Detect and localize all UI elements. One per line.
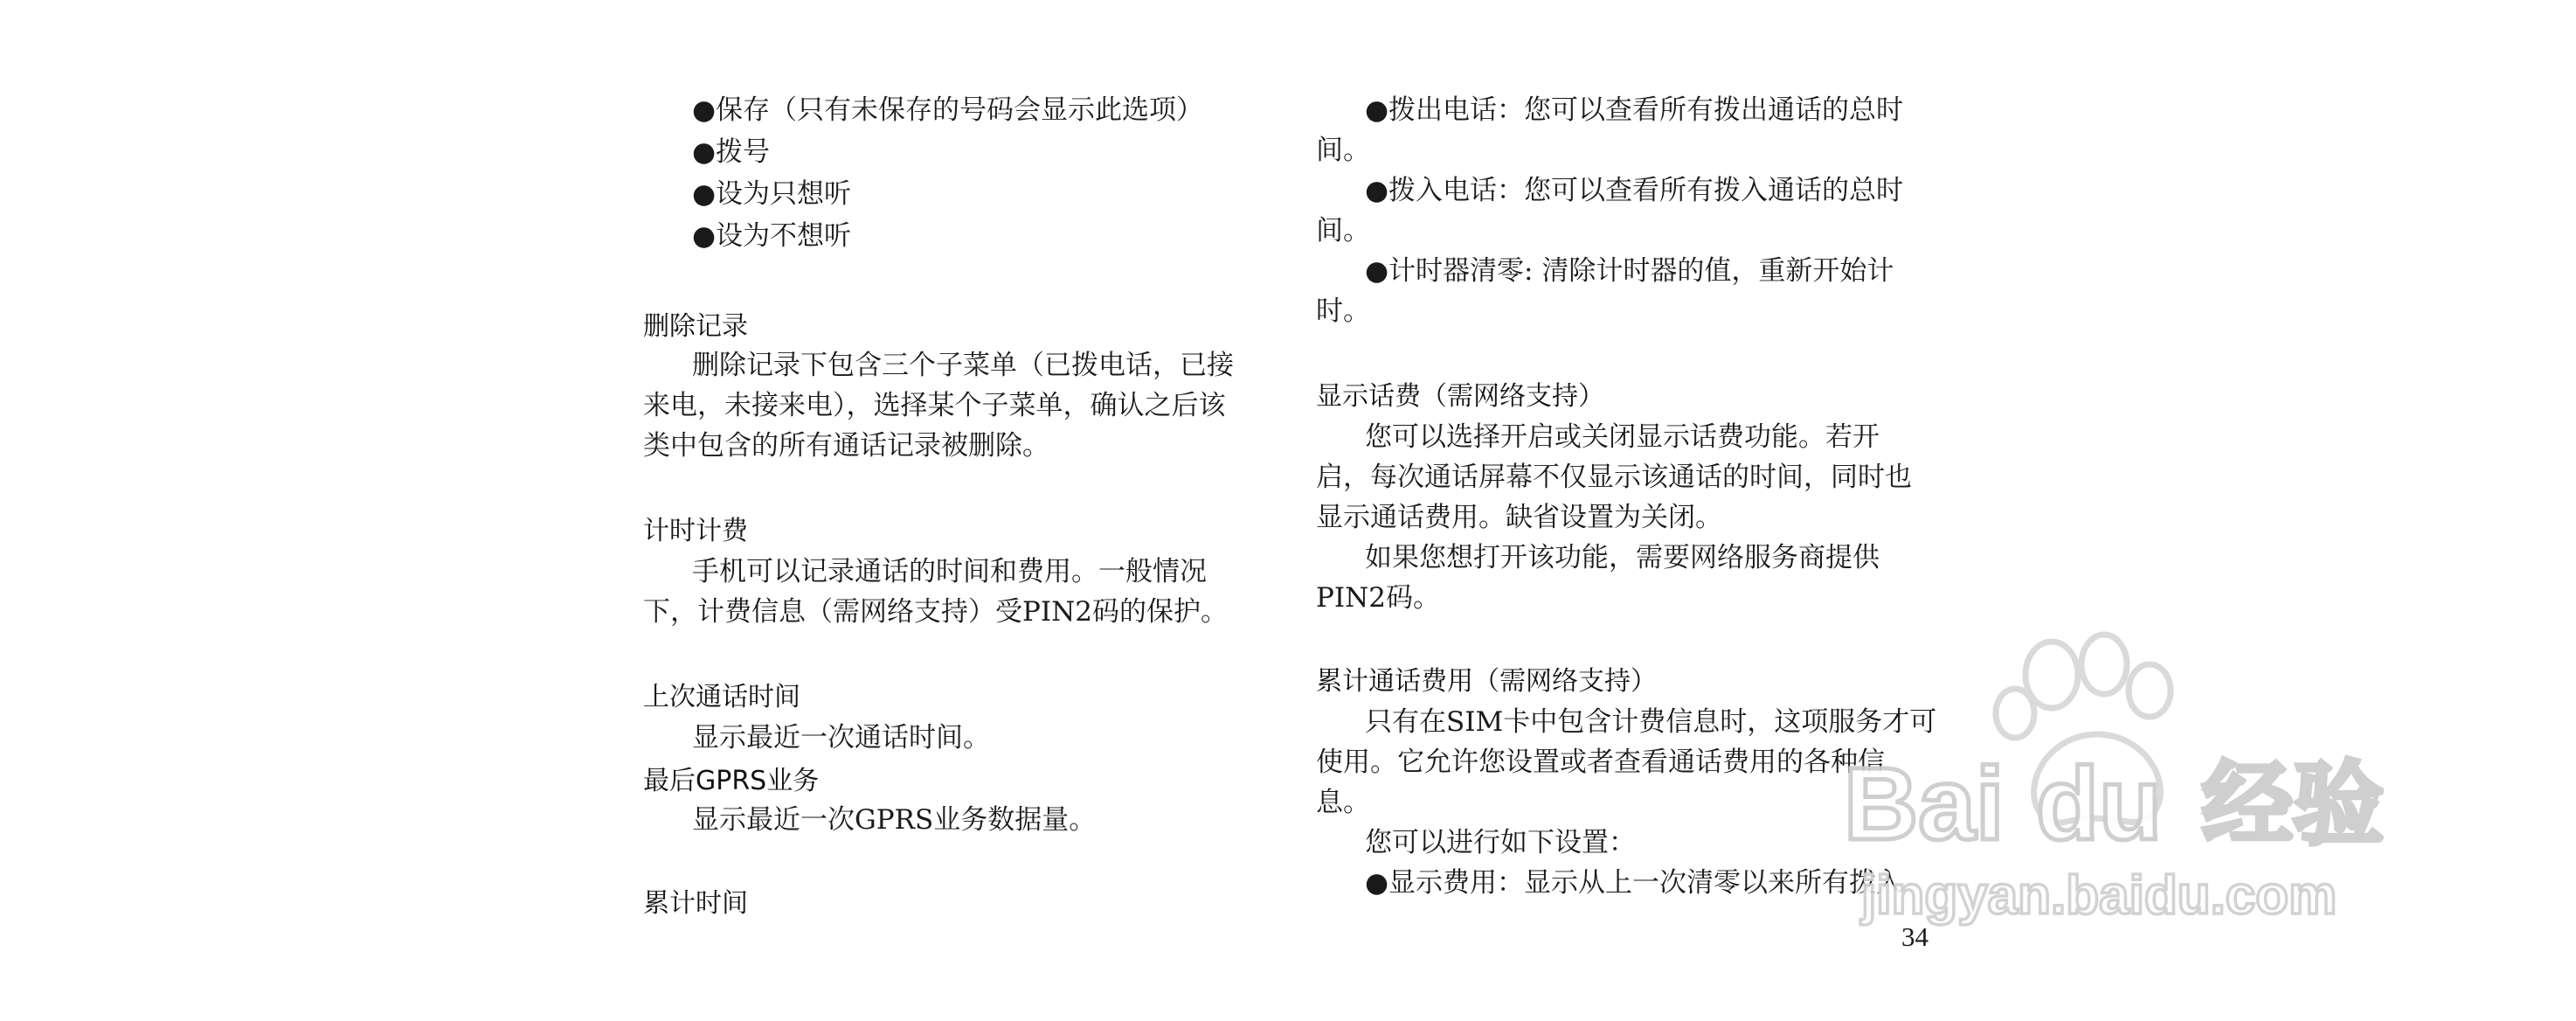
show-cost-line: PIN2码。: [1316, 582, 1440, 614]
heading-show-cost: 显示话费（需网络支持）: [1316, 381, 1604, 412]
show-cost-line: 显示通话费用。缺省设置为关闭。: [1316, 502, 1722, 533]
page-number: 34: [1901, 921, 1929, 952]
bullet-dial: ●拨号: [692, 136, 771, 168]
delete-records-line: 删除记录下包含三个子菜单（已拨电话，已接: [692, 350, 1234, 381]
heading-timing-billing: 计时计费: [643, 516, 748, 546]
heading-total-time: 累计时间: [643, 888, 748, 919]
timing-billing-line: 手机可以记录通话的时间和费用。一般情况: [692, 556, 1207, 587]
heading-delete-records: 删除记录: [643, 311, 748, 342]
watermark-brand2: du: [2036, 747, 2163, 862]
total-cost-line: 您可以进行如下设置：: [1365, 827, 1636, 858]
show-cost-line: 如果您想打开该功能，需要网络服务商提供: [1365, 542, 1880, 573]
bullet-incoming: ●拨入电话：您可以查看所有拨入通话的总时: [1365, 175, 1904, 206]
bullet-outgoing: ●拨出电话：您可以查看所有拨出通话的总时: [1365, 94, 1904, 126]
heading-last-call: 上次通话时间: [643, 682, 800, 712]
bullet-save: ●保存（只有未保存的号码会显示此选项）: [692, 94, 1204, 126]
bullet-incoming-cont: 间。: [1316, 215, 1370, 247]
heading-last-gprs: 最后GPRS业务: [643, 766, 820, 796]
bullet-timer-reset: ●计时器清零: 清除计时器的值，重新开始计: [1365, 255, 1894, 287]
bullet-set-want-listen: ●设为只想听: [692, 178, 852, 210]
total-cost-line: 息。: [1316, 787, 1370, 818]
paw-icon: [1996, 635, 2171, 823]
total-cost-line: ●显示费用：显示从上一次清零以来所有拨入: [1365, 867, 1904, 899]
watermark-url: jingyan.baidu.com: [1861, 865, 2337, 926]
total-cost-line: 只有在SIM卡中包含计费信息时，这项服务才可: [1365, 706, 1937, 738]
show-cost-line: 启，每次通话屏幕不仅显示该通话的时间，同时也: [1316, 462, 1912, 493]
baidu-jingyan-watermark: [1826, 629, 2438, 927]
timing-billing-line: 下，计费信息（需网络支持）受PIN2码的保护。: [643, 596, 1228, 628]
last-call-line: 显示最近一次通话时间。: [692, 722, 990, 754]
heading-total-cost: 累计通话费用（需网络支持）: [1316, 666, 1657, 697]
delete-records-line: 来电，未接来电），选择某个子菜单，确认之后该: [643, 390, 1226, 421]
delete-records-line: 类中包含的所有通话记录被删除。: [643, 430, 1049, 462]
watermark-brand: Bai: [1844, 747, 2005, 862]
last-gprs-line: 显示最近一次GPRS业务数据量。: [692, 804, 1097, 836]
watermark-brand-cn: 经验: [2202, 751, 2385, 858]
bullet-outgoing-cont: 间。: [1316, 135, 1370, 166]
bullet-timer-reset-cont: 时。: [1316, 295, 1370, 327]
show-cost-line: 您可以选择开启或关闭显示话费功能。若开: [1365, 421, 1880, 453]
total-cost-line: 使用。它允许您设置或者查看通话费用的各种信: [1316, 747, 1885, 778]
bullet-set-not-want-listen: ●设为不想听: [692, 220, 852, 252]
